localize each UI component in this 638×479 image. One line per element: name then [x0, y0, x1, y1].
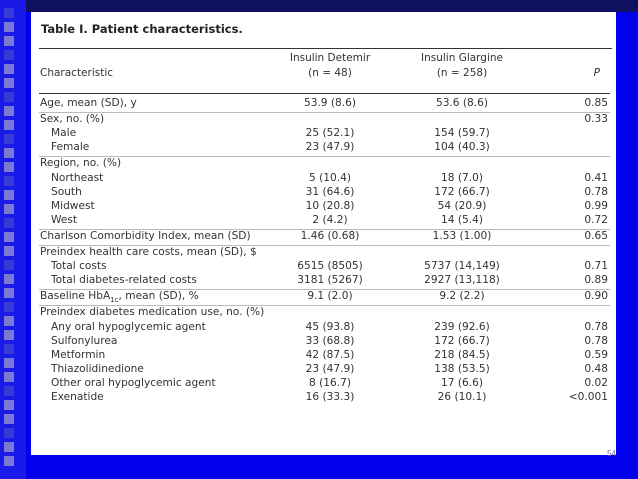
header-col1-line1: Insulin Detemir [289, 52, 371, 64]
decorative-square-strip [0, 0, 26, 479]
decorative-square [4, 22, 14, 32]
p-value: 0.02 [584, 376, 608, 389]
decorative-square [4, 148, 14, 158]
p-value: 0.59 [584, 348, 608, 361]
decorative-square [4, 302, 14, 312]
row-label: Total diabetes-related costs [51, 274, 197, 287]
decorative-square [4, 50, 14, 60]
detemir-value: 1.46 (0.68) [300, 229, 360, 242]
row-label: Preindex diabetes medication use, no. (%) [40, 306, 265, 319]
decorative-square [4, 176, 14, 186]
glargine-value: 26 (10.1) [437, 391, 487, 403]
table-card [31, 12, 616, 455]
detemir-value: 2 (4.2) [312, 213, 348, 226]
row-label: Total costs [51, 260, 107, 273]
glargine-value: 18 (7.0) [441, 171, 483, 184]
detemir-value: 5 (10.4) [309, 171, 351, 184]
header-col1-line2: (n = 48) [308, 67, 352, 79]
decorative-square [4, 358, 14, 368]
row-label: West [51, 213, 78, 226]
row-label: Sulfonylurea [51, 334, 118, 347]
decorative-square [4, 218, 14, 228]
decorative-square [4, 288, 14, 298]
decorative-square [4, 442, 14, 452]
decorative-square [4, 36, 14, 46]
decorative-square [4, 400, 14, 410]
top-dark-band [26, 0, 638, 12]
row-label: Other oral hypoglycemic agent [51, 376, 216, 389]
detemir-value: 31 (64.6) [305, 185, 355, 198]
p-value: 0.89 [584, 274, 608, 287]
p-value: 0.33 [584, 113, 608, 126]
p-value: 0.72 [584, 213, 608, 226]
row-label: Female [51, 141, 90, 154]
decorative-square [4, 232, 14, 242]
decorative-square [4, 64, 14, 74]
decorative-square [4, 190, 14, 200]
decorative-square [4, 92, 14, 102]
detemir-value: 42 (87.5) [305, 348, 355, 361]
glargine-value: 2927 (13,118) [424, 274, 500, 287]
p-value: 0.65 [584, 229, 608, 242]
p-value: 0.78 [584, 334, 608, 347]
glargine-value: 172 (66.7) [434, 185, 490, 198]
slide-page-number: 54 [607, 449, 616, 458]
table-title: Table I. Patient characteristics. [39, 14, 612, 49]
decorative-square [4, 344, 14, 354]
p-value: 0.78 [584, 185, 608, 198]
p-value: 0.85 [584, 97, 608, 109]
detemir-value: 23 (47.9) [305, 362, 355, 375]
row-label: Metformin [51, 348, 106, 361]
decorative-square [4, 8, 14, 18]
decorative-square [4, 78, 14, 88]
header-col2-line2: (n = 258) [436, 67, 488, 79]
group-separator [39, 156, 610, 157]
row-label: Thiazolidinedione [51, 362, 144, 375]
row-label: Any oral hypoglycemic agent [51, 320, 206, 333]
glargine-value: 17 (6.6) [441, 376, 483, 389]
decorative-square [4, 106, 14, 116]
decorative-square [4, 246, 14, 256]
p-value: 0.48 [584, 362, 608, 375]
decorative-square [4, 428, 14, 438]
detemir-value: 8 (16.7) [309, 376, 351, 389]
glargine-value: 5737 (14,149) [424, 260, 500, 273]
decorative-square [4, 372, 14, 382]
header-col2-line1: Insulin Glargine [420, 52, 504, 64]
row-label: South [51, 185, 82, 198]
p-value: 0.90 [584, 290, 608, 303]
decorative-square [4, 274, 14, 284]
row-label: Northeast [51, 171, 104, 184]
p-value: 0.78 [584, 320, 608, 333]
row-label: Sex, no. (%) [40, 113, 105, 126]
detemir-value: 3181 (5267) [297, 274, 363, 287]
row-label: Male [51, 127, 77, 140]
glargine-value: 172 (66.7) [434, 334, 490, 347]
detemir-value: 9.1 (2.0) [307, 290, 353, 303]
row-label: Age, mean (SD), y [40, 97, 137, 109]
glargine-value: 14 (5.4) [441, 213, 483, 226]
decorative-square [4, 204, 14, 214]
row-label: Baseline HbA$_{1c}$, mean (SD), % [40, 290, 199, 305]
p-value: <0.001 [568, 391, 608, 403]
glargine-value: 104 (40.3) [434, 141, 490, 154]
row-label: Midwest [51, 199, 95, 212]
decorative-square [4, 260, 14, 270]
glargine-value: 154 (59.7) [434, 127, 490, 140]
header-characteristic: Characteristic [40, 67, 114, 79]
p-value: 0.99 [584, 199, 608, 212]
decorative-square [4, 316, 14, 326]
detemir-value: 6515 (8505) [297, 260, 363, 273]
row-label: Charlson Comorbidity Index, mean (SD) [40, 229, 251, 242]
detemir-value: 23 (47.9) [305, 141, 355, 154]
glargine-value: 138 (53.5) [434, 362, 490, 375]
decorative-square [4, 414, 14, 424]
header-rule [39, 93, 610, 94]
row-label: Preindex health care costs, mean (SD), $ [40, 246, 257, 258]
decorative-square [4, 134, 14, 144]
detemir-value: 53.9 (8.6) [303, 97, 357, 109]
decorative-square [4, 162, 14, 172]
detemir-value: 45 (93.8) [305, 320, 355, 333]
glargine-value: 218 (84.5) [434, 348, 490, 361]
detemir-value: 25 (52.1) [305, 127, 355, 140]
header-p-value: P [593, 67, 600, 79]
p-value: 0.71 [584, 260, 608, 273]
detemir-value: 33 (68.8) [305, 334, 355, 347]
decorative-square [4, 330, 14, 340]
glargine-value: 239 (92.6) [434, 320, 490, 333]
decorative-square [4, 456, 14, 466]
decorative-square [4, 386, 14, 396]
row-label: Exenatide [51, 391, 104, 403]
detemir-value: 10 (20.8) [305, 199, 355, 212]
glargine-value: 1.53 (1.00) [432, 229, 492, 242]
p-value: 0.41 [584, 171, 608, 184]
detemir-value: 16 (33.3) [305, 391, 355, 403]
row-label: Region, no. (%) [40, 157, 122, 170]
decorative-square [4, 120, 14, 130]
glargine-value: 54 (20.9) [437, 199, 487, 212]
glargine-value: 9.2 (2.2) [439, 290, 485, 303]
group-separator [39, 112, 610, 113]
glargine-value: 53.6 (8.6) [435, 97, 489, 109]
